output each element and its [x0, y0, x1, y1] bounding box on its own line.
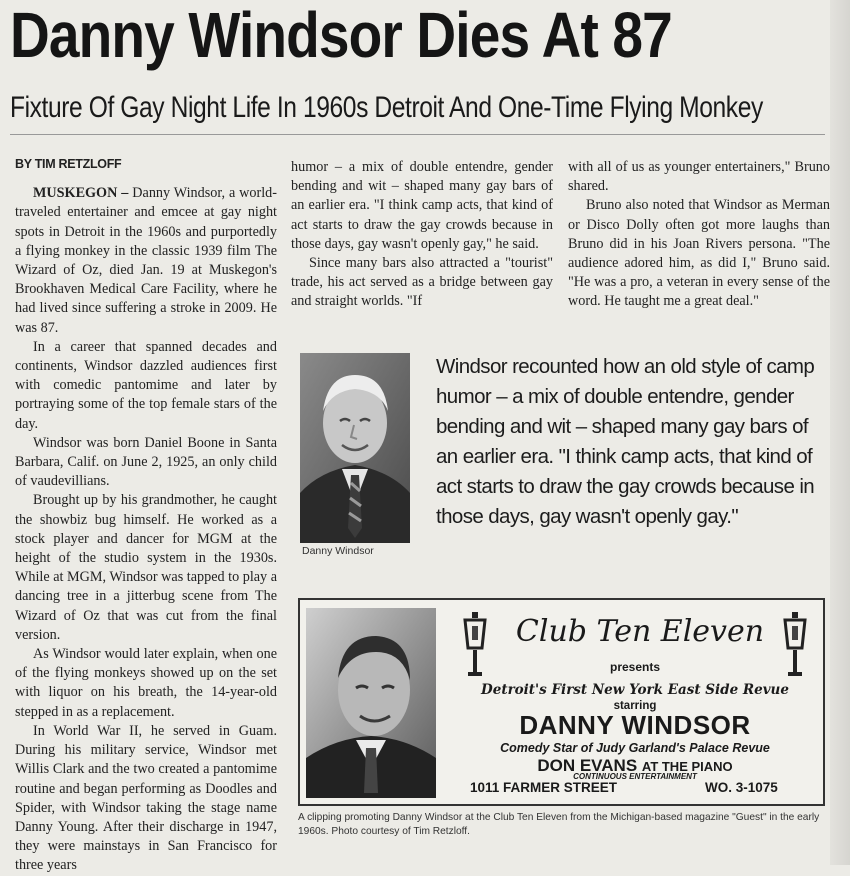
dateline: MUSKEGON – — [33, 185, 129, 202]
ad-star-name: DANNY WINDSOR — [519, 710, 751, 740]
paragraph: Since many bars also attracted a "tourist" trade, his act served as a bridge between gay and straight worlds. "If — [291, 255, 553, 310]
paragraph: MUSKEGON – Danny Windsor, a world-traveled entertainer and emcee at gay night spots in Detroit in the 1960s and purportedly a flying monkey in the classic 1939 film The Wizard of Oz, died Jan. 19 at Muskegon's Brookhaven Medical Care Facility, where he had lived since suffering a stroke in 2009. He was 87. — [15, 185, 277, 336]
article-column-1 — [15, 155, 277, 876]
paragraph: In World War II, he served in Guam. During his military service, Windsor met Willis Clark and the two created a pantomime routine and began performing as Doodles and Spider, with Windsor taking the stage name Danny Young. After their discharge in 1947, they were mainstays in San Francisco for three years — [15, 722, 277, 874]
paragraph: Bruno also noted that Windsor as Merman or Disco Dolly often got more laughs than Bruno did in his Joan Rivers persona. "The audience adored him, as did I," Bruno said. "He was a pro, a veteran in every sense of the word. He taught me a great deal." — [568, 197, 830, 310]
paragraph: In a career that spanned decades and continents, Windsor dazzled audiences first with comedic pantomime and later by portraying some of the top female stars of the day. — [15, 338, 277, 432]
ad-photo — [306, 608, 436, 798]
ad-starring: starring — [613, 700, 657, 712]
ad-phone: WO. 3-1075 — [705, 780, 778, 795]
article-column-3 — [568, 158, 830, 312]
club-ad-clipping — [298, 598, 825, 806]
article-column-2 — [291, 158, 553, 312]
ad-address: 1011 FARMER STREET — [470, 780, 618, 795]
pull-quote: Windsor recounted how an old style of camp humor – a mix of double entendre, gender bending and wit – shaped many gay bars of an earlier era. "I think camp acts, that kind of act starts to draw the gay crowds because in those days, gay wasn't openly gay." — [436, 355, 815, 528]
ad-pianist: DON EVANS AT THE PIANO — [537, 756, 733, 775]
ad-presents: presents — [609, 660, 661, 674]
subheadline: Fixture Of Gay Night Life In 1960s Detroit And One-Time Flying Monkey — [10, 91, 763, 124]
adjacent-page-edge — [830, 0, 850, 865]
paragraph: Brought up by his grandmother, he caught the showbiz bug himself. He worked as a stock player and dancer for MGM at the height of the studio system in the 1930s. While at MGM, Windsor was tapped to play a dancing tree in a jitterbug scene from The Wizard of Oz that was cut from the final version. — [15, 492, 277, 643]
byline: BY TIM RETZLOFF — [15, 157, 122, 171]
paragraph: Windsor was born Daniel Boone in Santa Barbara, Calif. on June 2, 1925, an only child of vaudevillians. — [15, 434, 277, 490]
paragraph: with all of us as younger entertainers," Bruno shared. — [568, 159, 830, 195]
header-rule — [10, 134, 825, 135]
photo-caption: Danny Windsor — [302, 545, 374, 557]
paragraph: As Windsor would later explain, when one of the flying monkeys showed up on the set with liquor on his breath, the 14-year-old stepped in as a replacement. — [15, 646, 277, 720]
ad-caption: A clipping promoting Danny Windsor at the Club Ten Eleven from the Michigan-based magazine "Guest" in the early 1960s. Photo courtesy of Tim Retzloff. — [298, 812, 820, 837]
ad-tagline: Detroit's First New York East Side Revue — [481, 682, 789, 698]
ad-continuous: CONTINUOUS ENTERTAINMENT — [573, 772, 697, 781]
headline: Danny Windsor Dies At 87 — [10, 0, 672, 71]
paragraph: humor – a mix of double entendre, gender bending and wit – shaped many gay bars of an earlier era. "I think camp acts, that kind of act starts to draw the gay crowds because in those days, gay wasn't openly gay," he said. — [291, 159, 553, 252]
danny-windsor-portrait — [300, 353, 410, 543]
club-name: Club Ten Eleven — [515, 614, 765, 649]
ad-star-credit: Comedy Star of Judy Garland's Palace Revue — [500, 741, 770, 755]
